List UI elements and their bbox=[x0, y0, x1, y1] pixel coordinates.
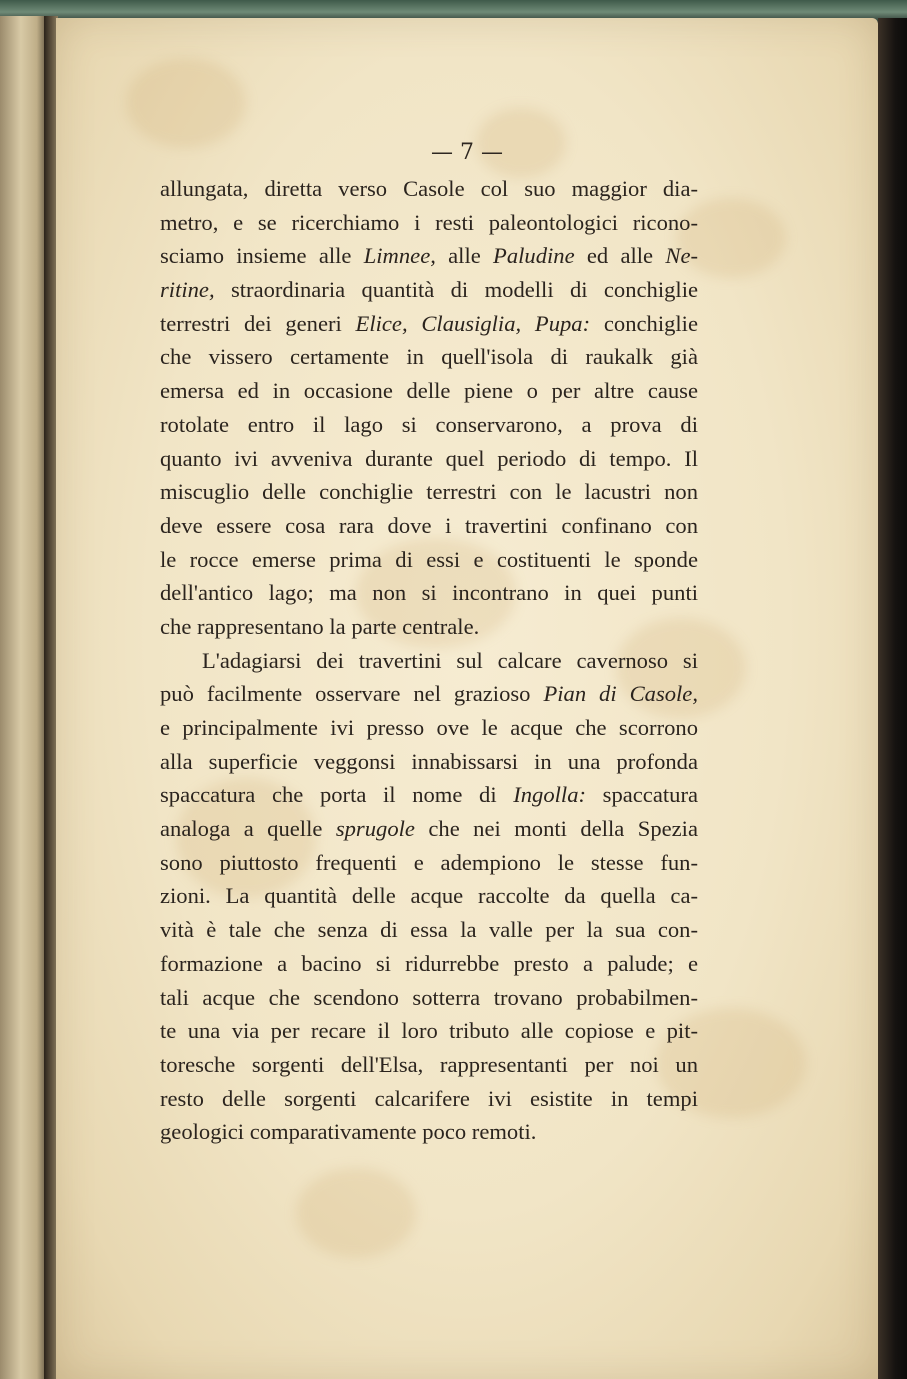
text-run: può facilmente osservare nel grazioso bbox=[160, 681, 544, 707]
text-run: che vissero certamente in quell'isola di raukalk già bbox=[160, 344, 698, 370]
text-line bbox=[160, 408, 698, 442]
italic-text: Ingolla: bbox=[513, 782, 587, 808]
text-run: che nei monti della Spezia bbox=[414, 816, 698, 842]
text-line bbox=[160, 879, 698, 913]
text-run: spaccatura bbox=[586, 782, 698, 808]
text-run: tali acque che scendono sotterra trovano probabilmen- bbox=[160, 984, 698, 1010]
text-run: le rocce emerse prima di essi e costituenti le sponde bbox=[160, 546, 698, 572]
text-run: spaccatura che porta il nome di bbox=[160, 782, 514, 808]
text-line bbox=[160, 543, 698, 577]
text-line bbox=[160, 340, 698, 374]
text-run: straordinaria quantità di modelli di conchiglie bbox=[214, 277, 698, 303]
italic-text: ritine, bbox=[160, 277, 215, 303]
text-run: e principalmente ivi presso ove le acque che scorrono bbox=[160, 715, 698, 740]
text-line bbox=[160, 610, 698, 644]
text-run: sciamo insieme alle bbox=[160, 243, 364, 269]
text-run: zioni. La quantità delle acque raccolte da quella ca- bbox=[160, 883, 698, 909]
text-run: alla superficie veggonsi innabissarsi in una profonda bbox=[160, 748, 698, 774]
text-run: dell'antico lago; ma non si incontrano in quei punti bbox=[160, 580, 698, 606]
italic-text: Pian di Casole, bbox=[543, 681, 698, 707]
text-run: analoga a quelle bbox=[160, 816, 336, 842]
text-line bbox=[160, 644, 698, 678]
italic-text: sprugole bbox=[335, 816, 415, 842]
text-run: sono piuttosto frequenti e adempiono le stesse fun- bbox=[160, 849, 698, 875]
text-line bbox=[160, 239, 698, 273]
text-line bbox=[160, 307, 698, 341]
text-run: conchiglie bbox=[590, 310, 698, 336]
text-line bbox=[160, 273, 698, 307]
text-run: te una via per recare il loro tributo alle copiose e pit- bbox=[160, 1018, 698, 1044]
text-run: toresche sorgenti dell'Elsa, rappresentanti per noi un bbox=[160, 1051, 698, 1077]
italic-text: Elice, Clausiglia, Pupa: bbox=[355, 310, 591, 336]
italic-text: Ne- bbox=[665, 243, 698, 269]
text-line bbox=[160, 206, 698, 240]
text-line bbox=[160, 1048, 698, 1082]
text-line bbox=[160, 981, 698, 1015]
foxing-stain bbox=[126, 58, 246, 148]
text-line bbox=[160, 711, 698, 745]
text-run: terrestri dei generi bbox=[160, 310, 356, 336]
text-run: quanto ivi avveniva durante quel periodo di tempo. Il bbox=[160, 445, 698, 471]
text-run: L'adagiarsi dei travertini sul calcare cavernoso si bbox=[202, 647, 698, 673]
text-line bbox=[160, 812, 698, 846]
text-run: alle bbox=[435, 243, 494, 269]
italic-text: Limnee, bbox=[363, 243, 436, 269]
text-run: deve essere cosa rara dove i travertini confinano con bbox=[160, 512, 698, 538]
text-run: che rappresentano la parte centrale. bbox=[160, 613, 480, 639]
text-line bbox=[160, 947, 698, 981]
text-run: rotolate entro il lago si conservarono, a prova di bbox=[160, 411, 698, 437]
previous-page-edge bbox=[0, 16, 46, 1379]
text-run: allungata, diretta verso Casole col suo maggior dia- bbox=[160, 176, 698, 201]
text-line bbox=[160, 745, 698, 779]
text-run: metro, e se ricerchiamo i resti paleontologici ricono- bbox=[160, 209, 698, 235]
text-run: emersa ed in occasione delle piene o per altre cause bbox=[160, 378, 698, 404]
text-line bbox=[160, 442, 698, 476]
text-run: ed alle bbox=[574, 243, 666, 269]
text-line bbox=[160, 374, 698, 408]
text-run: vità è tale che senza di essa la valle per la sua con- bbox=[160, 917, 698, 943]
foxing-stain bbox=[296, 1168, 416, 1258]
body-text bbox=[160, 172, 698, 1149]
text-line bbox=[160, 913, 698, 947]
text-line bbox=[160, 1082, 698, 1116]
paragraph bbox=[160, 644, 698, 1149]
text-line bbox=[160, 1014, 698, 1048]
text-line bbox=[160, 509, 698, 543]
text-line bbox=[160, 1115, 698, 1149]
text-line bbox=[160, 778, 698, 812]
text-run: formazione a bacino si ridurrebbe presto a palude; e bbox=[160, 950, 698, 976]
italic-text: Paludine bbox=[493, 243, 575, 269]
page-number: — 7 — bbox=[431, 140, 503, 165]
text-line bbox=[160, 846, 698, 880]
text-run: geologici comparativamente poco remoti. bbox=[160, 1119, 537, 1145]
text-run: miscuglio delle conchiglie terrestri con le lacustri non bbox=[160, 479, 698, 505]
text-line bbox=[160, 475, 698, 509]
text-line bbox=[160, 576, 698, 610]
scan-background-edge bbox=[878, 18, 907, 1379]
text-line bbox=[160, 172, 698, 206]
paragraph bbox=[160, 172, 698, 644]
text-run: resto delle sorgenti calcarifere ivi esistite in tempi bbox=[160, 1085, 698, 1111]
text-line bbox=[160, 677, 698, 711]
